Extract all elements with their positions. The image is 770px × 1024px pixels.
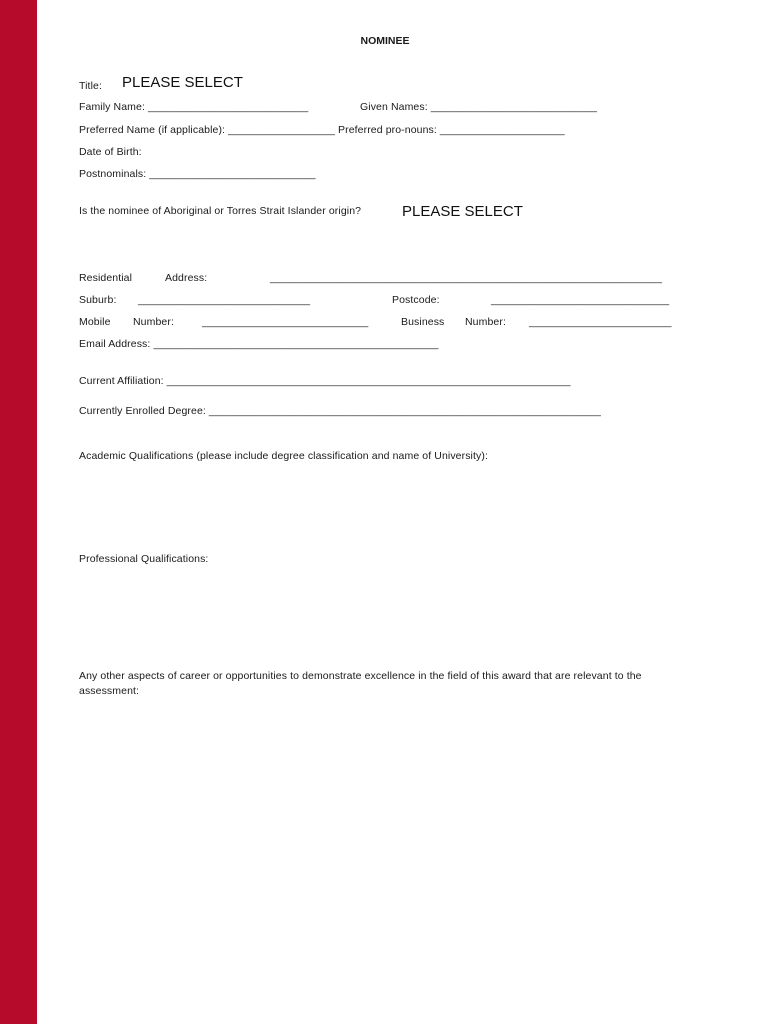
given-names-field[interactable]: Given Names: ____________________________ — [360, 101, 598, 113]
title-select[interactable]: PLEASE SELECT — [122, 74, 243, 91]
suburb-label: Suburb: — [79, 294, 117, 306]
address-label: Address: — [165, 272, 208, 284]
mobile-line[interactable]: ____________________________ — [202, 316, 369, 328]
residential-label: Residential — [79, 272, 133, 284]
postnominals-field[interactable]: Postnominals: ____________________________ — [79, 168, 316, 180]
mobile-number-label: Number: — [133, 316, 174, 328]
address-line[interactable]: __________________________________________________________________ — [270, 272, 663, 284]
email-field[interactable]: Email Address: ________________________________________________ — [79, 338, 439, 350]
other-aspects-label: Any other aspects of career or opportunities to demonstrate excellence in the field of this award that are relevant to the assessment: — [79, 670, 642, 697]
affiliation-field[interactable]: Current Affiliation: ____________________________________________________________________ — [79, 375, 571, 387]
suburb-line[interactable]: _____________________________ — [138, 294, 311, 306]
origin-question: Is the nominee of Aboriginal or Torres Strait Islander origin? — [79, 205, 362, 217]
business-number-label: Number: — [465, 316, 506, 328]
origin-select[interactable]: PLEASE SELECT — [402, 203, 523, 220]
date-of-birth-label: Date of Birth: — [79, 146, 142, 158]
title-label: Title: — [79, 80, 102, 92]
professional-qualifications-label: Professional Qualifications: — [79, 553, 209, 565]
academic-qualifications-label: Academic Qualifications (please include degree classification and name of University): — [79, 450, 488, 462]
business-line[interactable]: ________________________ — [529, 316, 672, 328]
side-accent-bar — [0, 0, 37, 1024]
postcode-line[interactable]: ______________________________ — [491, 294, 670, 306]
enrolled-degree-field[interactable]: Currently Enrolled Degree: __________________________________________________________________ — [79, 405, 601, 417]
mobile-label: Mobile — [79, 316, 111, 328]
business-label: Business — [401, 316, 445, 328]
page-heading: NOMINEE — [360, 35, 410, 47]
postcode-label: Postcode: — [392, 294, 440, 306]
preferred-name-field[interactable]: Preferred Name (if applicable): __________________ Preferred pro-nouns: _____________________ — [79, 124, 565, 136]
family-name-field[interactable]: Family Name: ___________________________ — [79, 101, 309, 113]
